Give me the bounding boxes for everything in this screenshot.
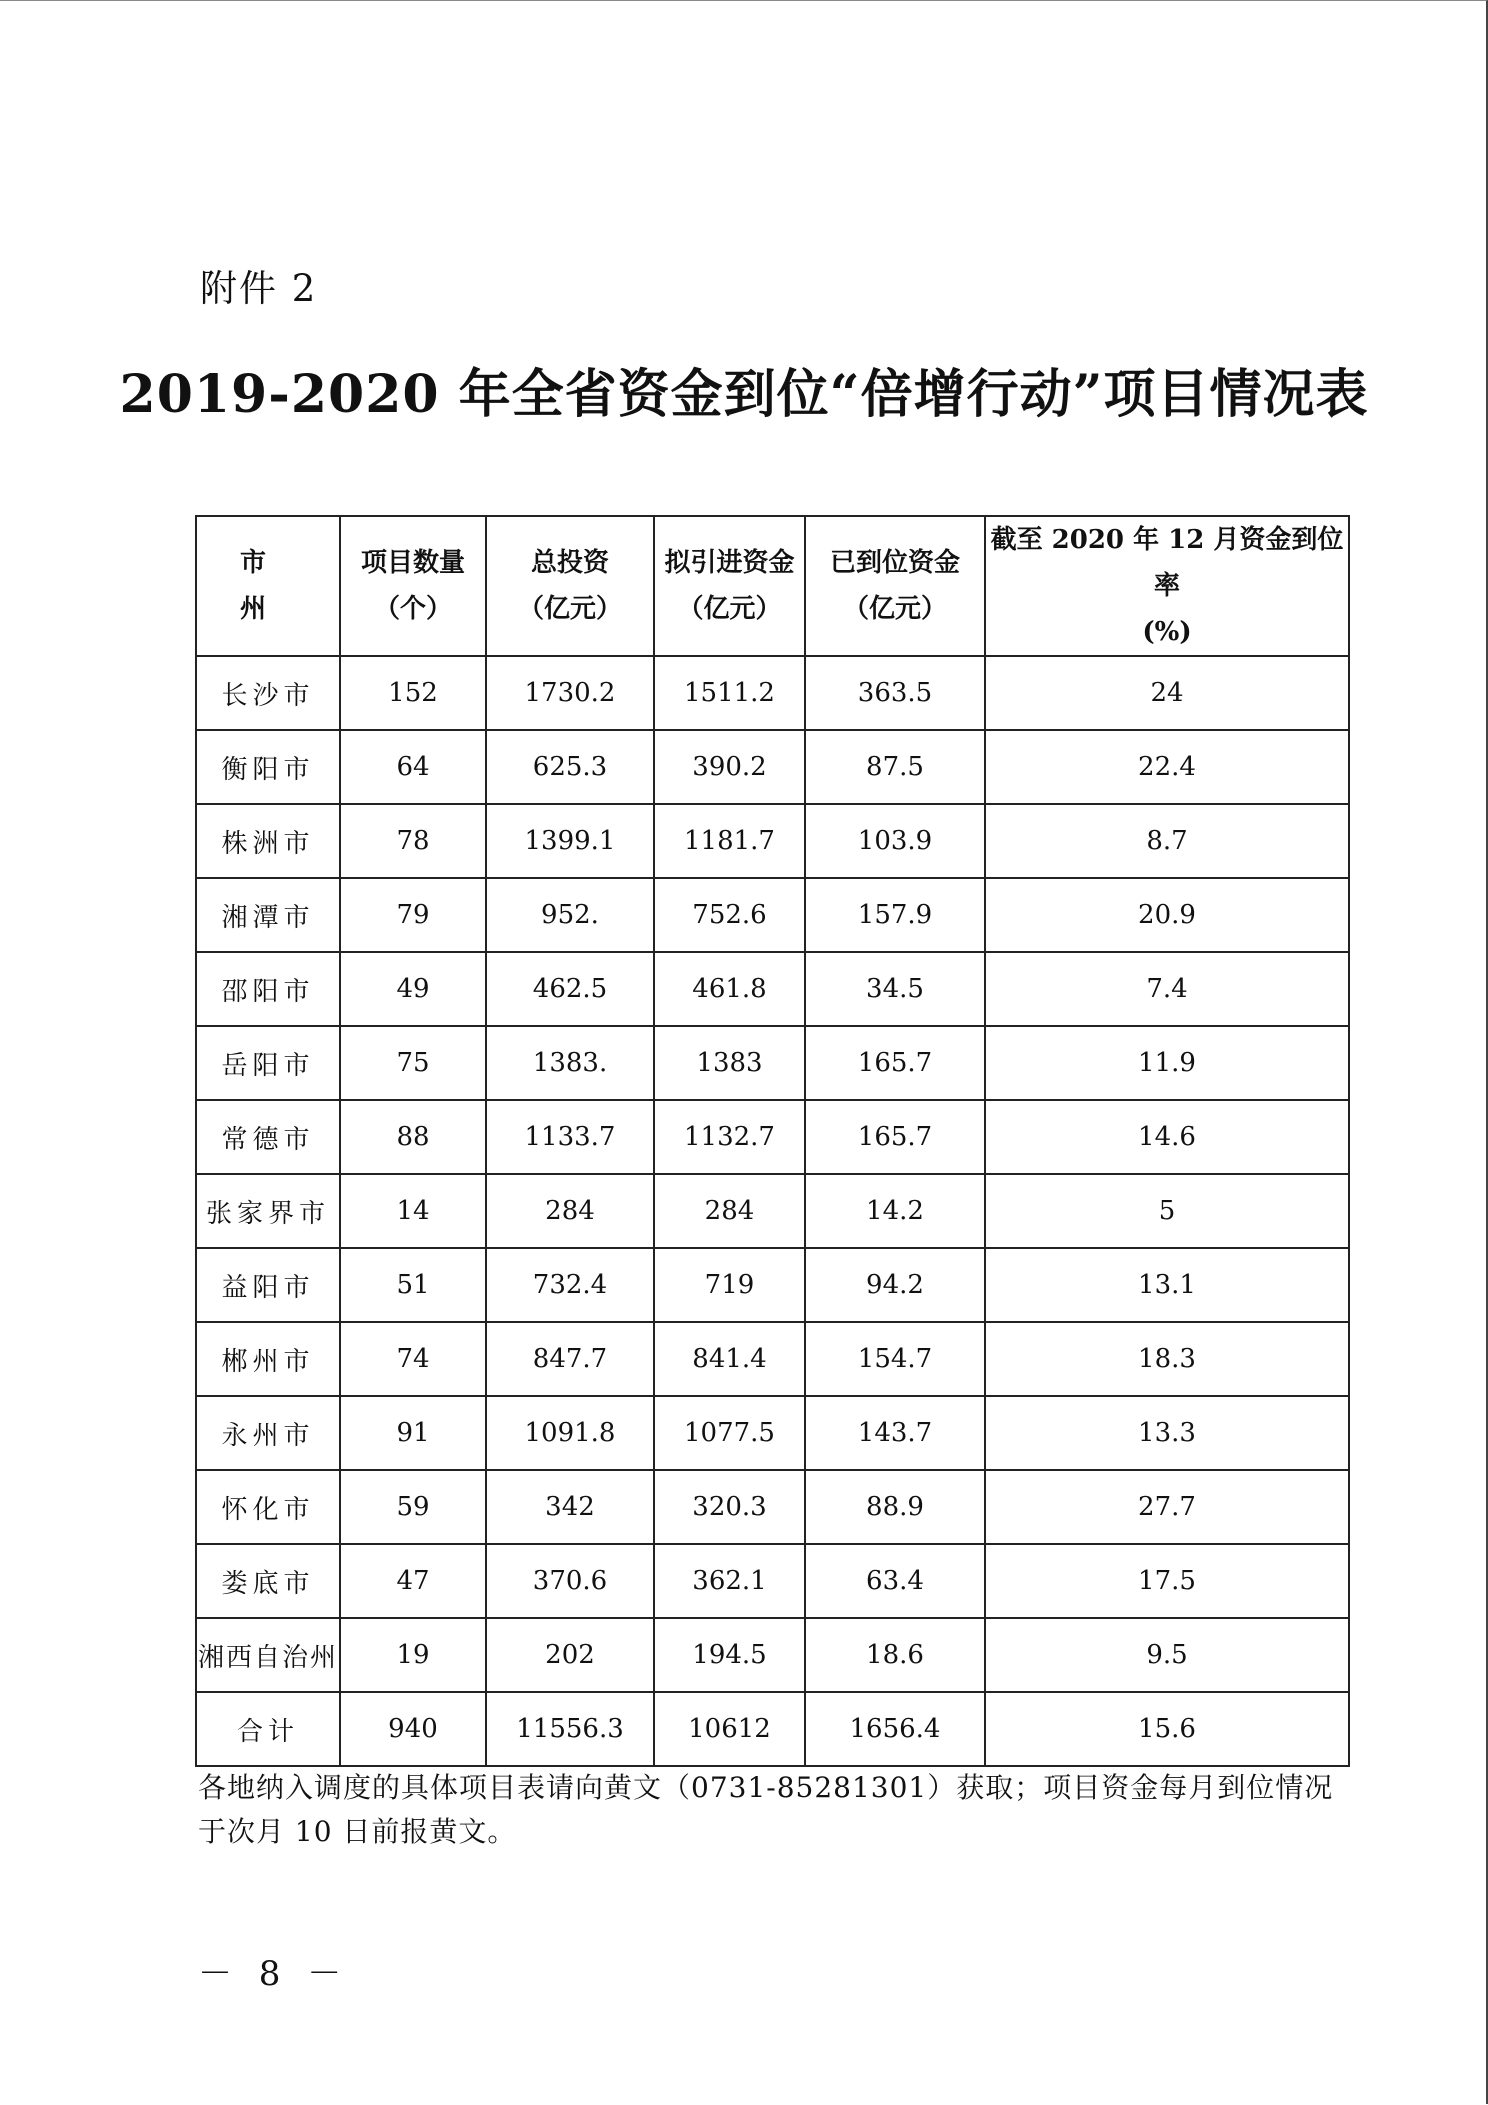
cell-planned-funds: 320.3 <box>654 1470 805 1544</box>
cell-arrival-rate: 15.6 <box>985 1692 1349 1766</box>
cell-total-investment: 847.7 <box>486 1322 654 1396</box>
cell-city: 郴州市 <box>196 1322 340 1396</box>
cell-arrived-funds: 1656.4 <box>805 1692 985 1766</box>
table-row <box>196 1544 1349 1618</box>
cell-arrival-rate: 13.1 <box>985 1248 1349 1322</box>
cell-planned-funds: 390.2 <box>654 730 805 804</box>
cell-arrival-rate: 8.7 <box>985 804 1349 878</box>
cell-total-investment: 370.6 <box>486 1544 654 1618</box>
col-header-city: 市 州 <box>196 516 340 656</box>
cell-arrived-funds: 143.7 <box>805 1396 985 1470</box>
cell-planned-funds: 362.1 <box>654 1544 805 1618</box>
cell-arrived-funds: 87.5 <box>805 730 985 804</box>
cell-arrived-funds: 18.6 <box>805 1618 985 1692</box>
cell-city: 衡阳市 <box>196 730 340 804</box>
cell-total-investment: 1133.7 <box>486 1100 654 1174</box>
cell-project-count: 19 <box>340 1618 486 1692</box>
cell-project-count: 74 <box>340 1322 486 1396</box>
cell-arrived-funds: 94.2 <box>805 1248 985 1322</box>
attachment-label: 附件 2 <box>200 267 318 310</box>
cell-arrived-funds: 154.7 <box>805 1322 985 1396</box>
cell-arrival-rate: 5 <box>985 1174 1349 1248</box>
cell-arrival-rate: 14.6 <box>985 1100 1349 1174</box>
col-header-arrived-funds: 已到位资金 （亿元） <box>805 516 985 656</box>
page-title: 2019-2020 年全省资金到位“倍增行动”项目情况表 <box>119 364 1369 425</box>
cell-total-investment: 284 <box>486 1174 654 1248</box>
cell-project-count: 14 <box>340 1174 486 1248</box>
cell-project-count: 47 <box>340 1544 486 1618</box>
cell-planned-funds: 10612 <box>654 1692 805 1766</box>
cell-arrival-rate: 24 <box>985 656 1349 730</box>
cell-city: 湘潭市 <box>196 878 340 952</box>
table-row <box>196 1174 1349 1248</box>
cell-arrived-funds: 103.9 <box>805 804 985 878</box>
cell-planned-funds: 1181.7 <box>654 804 805 878</box>
cell-total-investment: 342 <box>486 1470 654 1544</box>
col-header-planned-funds: 拟引进资金 （亿元） <box>654 516 805 656</box>
cell-project-count: 49 <box>340 952 486 1026</box>
cell-arrival-rate: 20.9 <box>985 878 1349 952</box>
cell-total-investment: 1730.2 <box>486 656 654 730</box>
table-row <box>196 656 1349 730</box>
cell-project-count: 75 <box>340 1026 486 1100</box>
cell-project-count: 88 <box>340 1100 486 1174</box>
table-header-row <box>196 516 1349 656</box>
cell-arrived-funds: 14.2 <box>805 1174 985 1248</box>
cell-planned-funds: 1077.5 <box>654 1396 805 1470</box>
footnote-line-2: 于次月 10 日前报黄文。 <box>198 1815 517 1848</box>
footnote <box>198 1766 1348 1854</box>
cell-planned-funds: 461.8 <box>654 952 805 1026</box>
cell-arrival-rate: 22.4 <box>985 730 1349 804</box>
cell-planned-funds: 194.5 <box>654 1618 805 1692</box>
cell-arrived-funds: 165.7 <box>805 1026 985 1100</box>
cell-city: 岳阳市 <box>196 1026 340 1100</box>
cell-project-count: 78 <box>340 804 486 878</box>
cell-arrival-rate: 11.9 <box>985 1026 1349 1100</box>
cell-total-investment: 462.5 <box>486 952 654 1026</box>
table-row <box>196 952 1349 1026</box>
cell-city: 株洲市 <box>196 804 340 878</box>
col-header-arrival-rate: 截至 2020 年 12 月资金到位率 (%) <box>985 516 1349 656</box>
cell-city: 永州市 <box>196 1396 340 1470</box>
cell-city: 邵阳市 <box>196 952 340 1026</box>
col-header-total-investment: 总投资 （亿元） <box>486 516 654 656</box>
cell-city: 长沙市 <box>196 656 340 730</box>
cell-city: 张家界市 <box>196 1174 340 1248</box>
footnote-line-1: 各地纳入调度的具体项目表请向黄文（0731-85281301）获取；项目资金每月到位情况 <box>198 1771 1334 1804</box>
cell-city: 益阳市 <box>196 1248 340 1322</box>
cell-planned-funds: 841.4 <box>654 1322 805 1396</box>
cell-arrival-rate: 9.5 <box>985 1618 1349 1692</box>
cell-arrival-rate: 13.3 <box>985 1396 1349 1470</box>
table-row <box>196 804 1349 878</box>
cell-city: 常德市 <box>196 1100 340 1174</box>
cell-total-investment: 732.4 <box>486 1248 654 1322</box>
cell-arrived-funds: 157.9 <box>805 878 985 952</box>
cell-arrival-rate: 7.4 <box>985 952 1349 1026</box>
cell-project-count: 152 <box>340 656 486 730</box>
table-row <box>196 1396 1349 1470</box>
table-row <box>196 1470 1349 1544</box>
cell-total-investment: 625.3 <box>486 730 654 804</box>
cell-total-investment: 1399.1 <box>486 804 654 878</box>
page-number: － 8 － <box>198 1954 350 1994</box>
table-row <box>196 730 1349 804</box>
cell-arrival-rate: 27.7 <box>985 1470 1349 1544</box>
cell-arrival-rate: 18.3 <box>985 1322 1349 1396</box>
cell-project-count: 59 <box>340 1470 486 1544</box>
cell-city: 湘西自治州 <box>196 1618 340 1692</box>
cell-project-count: 91 <box>340 1396 486 1470</box>
table-row <box>196 1026 1349 1100</box>
table-row <box>196 1618 1349 1692</box>
cell-city: 娄底市 <box>196 1544 340 1618</box>
cell-total-investment: 1091.8 <box>486 1396 654 1470</box>
table-row <box>196 878 1349 952</box>
table-row <box>196 1248 1349 1322</box>
cell-arrived-funds: 34.5 <box>805 952 985 1026</box>
cell-project-count: 79 <box>340 878 486 952</box>
table-row <box>196 1322 1349 1396</box>
funding-table <box>195 515 1350 1767</box>
cell-total-investment: 202 <box>486 1618 654 1692</box>
table-row <box>196 1100 1349 1174</box>
cell-planned-funds: 752.6 <box>654 878 805 952</box>
cell-project-count: 64 <box>340 730 486 804</box>
cell-arrived-funds: 165.7 <box>805 1100 985 1174</box>
cell-arrival-rate: 17.5 <box>985 1544 1349 1618</box>
cell-planned-funds: 1132.7 <box>654 1100 805 1174</box>
cell-total-investment: 952. <box>486 878 654 952</box>
cell-project-count: 940 <box>340 1692 486 1766</box>
col-header-project-count: 项目数量 （个） <box>340 516 486 656</box>
cell-city: 怀化市 <box>196 1470 340 1544</box>
cell-planned-funds: 719 <box>654 1248 805 1322</box>
cell-planned-funds: 1511.2 <box>654 656 805 730</box>
cell-project-count: 51 <box>340 1248 486 1322</box>
cell-total-investment: 11556.3 <box>486 1692 654 1766</box>
cell-planned-funds: 1383 <box>654 1026 805 1100</box>
cell-arrived-funds: 88.9 <box>805 1470 985 1544</box>
cell-arrived-funds: 363.5 <box>805 656 985 730</box>
cell-total-label: 合计 <box>196 1692 340 1766</box>
cell-arrived-funds: 63.4 <box>805 1544 985 1618</box>
table-total-row <box>196 1692 1349 1766</box>
cell-total-investment: 1383. <box>486 1026 654 1100</box>
cell-planned-funds: 284 <box>654 1174 805 1248</box>
